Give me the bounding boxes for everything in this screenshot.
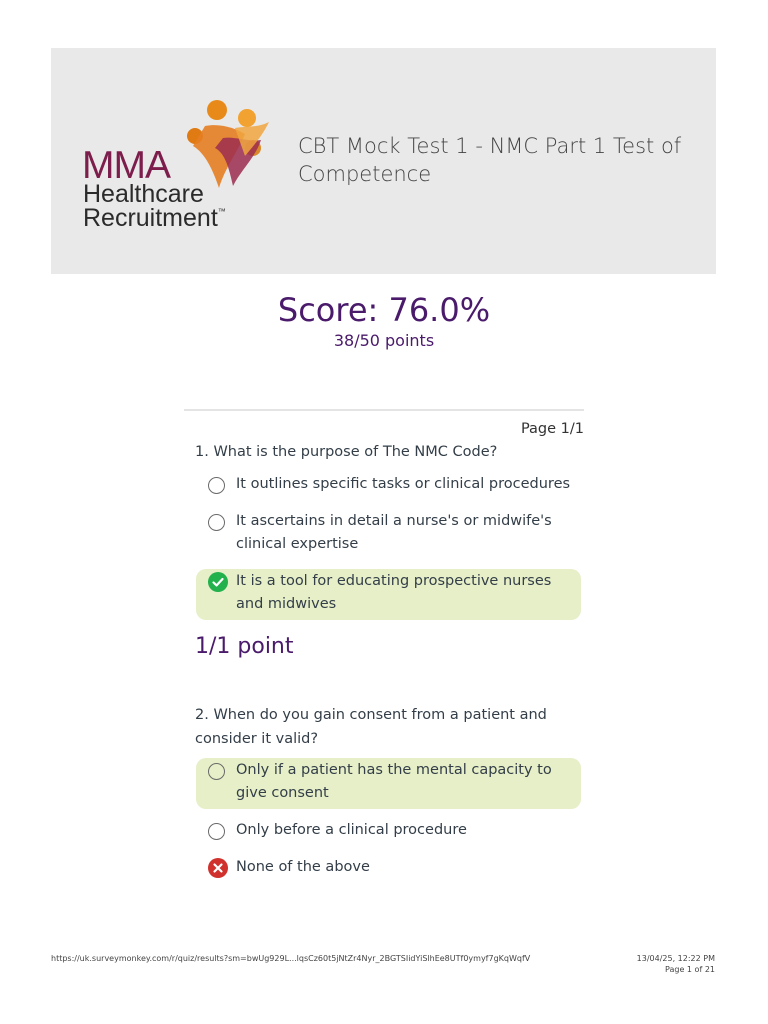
trademark-symbol: ™ [217, 207, 226, 216]
radio-unselected-icon[interactable] [208, 823, 225, 840]
option-label: It is a tool for educating prospective nurses and midwives [236, 573, 552, 612]
option-label: Only before a clinical procedure [236, 822, 467, 838]
logo-line-1: Healthcare [83, 180, 204, 208]
question-1-result: 1/1 point [195, 634, 294, 659]
question-1-option-3[interactable] [196, 569, 581, 620]
question-1-option-1[interactable] [196, 472, 581, 498]
question-2-text: 2. When do you gain consent from a patient and consider it valid? [195, 707, 547, 747]
radio-unselected-icon[interactable] [208, 477, 225, 494]
footer-datetime: 13/04/25, 12:22 PM [636, 954, 715, 963]
x-circle-icon [208, 858, 228, 878]
section-divider [184, 409, 584, 411]
test-title: CBT Mock Test 1 - NMC Part 1 Test of Competence [298, 134, 682, 186]
question-1-option-2[interactable] [196, 509, 581, 557]
option-label: None of the above [236, 859, 370, 875]
question-1-text: 1. What is the purpose of The NMC Code? [195, 444, 498, 460]
option-label: Only if a patient has the mental capacity to give consent [236, 762, 552, 801]
score-points: 38/50 points [333, 331, 435, 350]
option-label: It outlines specific tasks or clinical procedures [236, 476, 571, 492]
mma-logo [82, 96, 282, 236]
page-indicator: Page 1/1 [520, 421, 584, 437]
question-2-option-3[interactable] [196, 855, 581, 881]
radio-unselected-icon[interactable] [208, 514, 225, 531]
logo-line-2: Recruitment™ [83, 204, 226, 232]
question-2-option-1[interactable] [196, 758, 581, 809]
radio-unselected-icon[interactable] [208, 763, 225, 780]
footer-page-number: Page 1 of 21 [665, 965, 715, 974]
question-2-option-2[interactable] [196, 818, 581, 844]
people-figures-icon [175, 98, 275, 190]
footer-url: https://uk.surveymonkey.com/r/quiz/results?sm=bwUg929L...lqsCz60t5jNtZr4Nyr_2BGTSIidYiSlhEe8UTf0ymyf7gKqWqfV [51, 954, 531, 963]
report-header [51, 48, 716, 274]
score-value: Score: 76.0% [277, 291, 491, 329]
check-circle-icon [208, 572, 228, 592]
option-label: It ascertains in detail a nurse's or midwife's clinical expertise [236, 513, 552, 552]
logo-brand: MMA [82, 144, 170, 187]
